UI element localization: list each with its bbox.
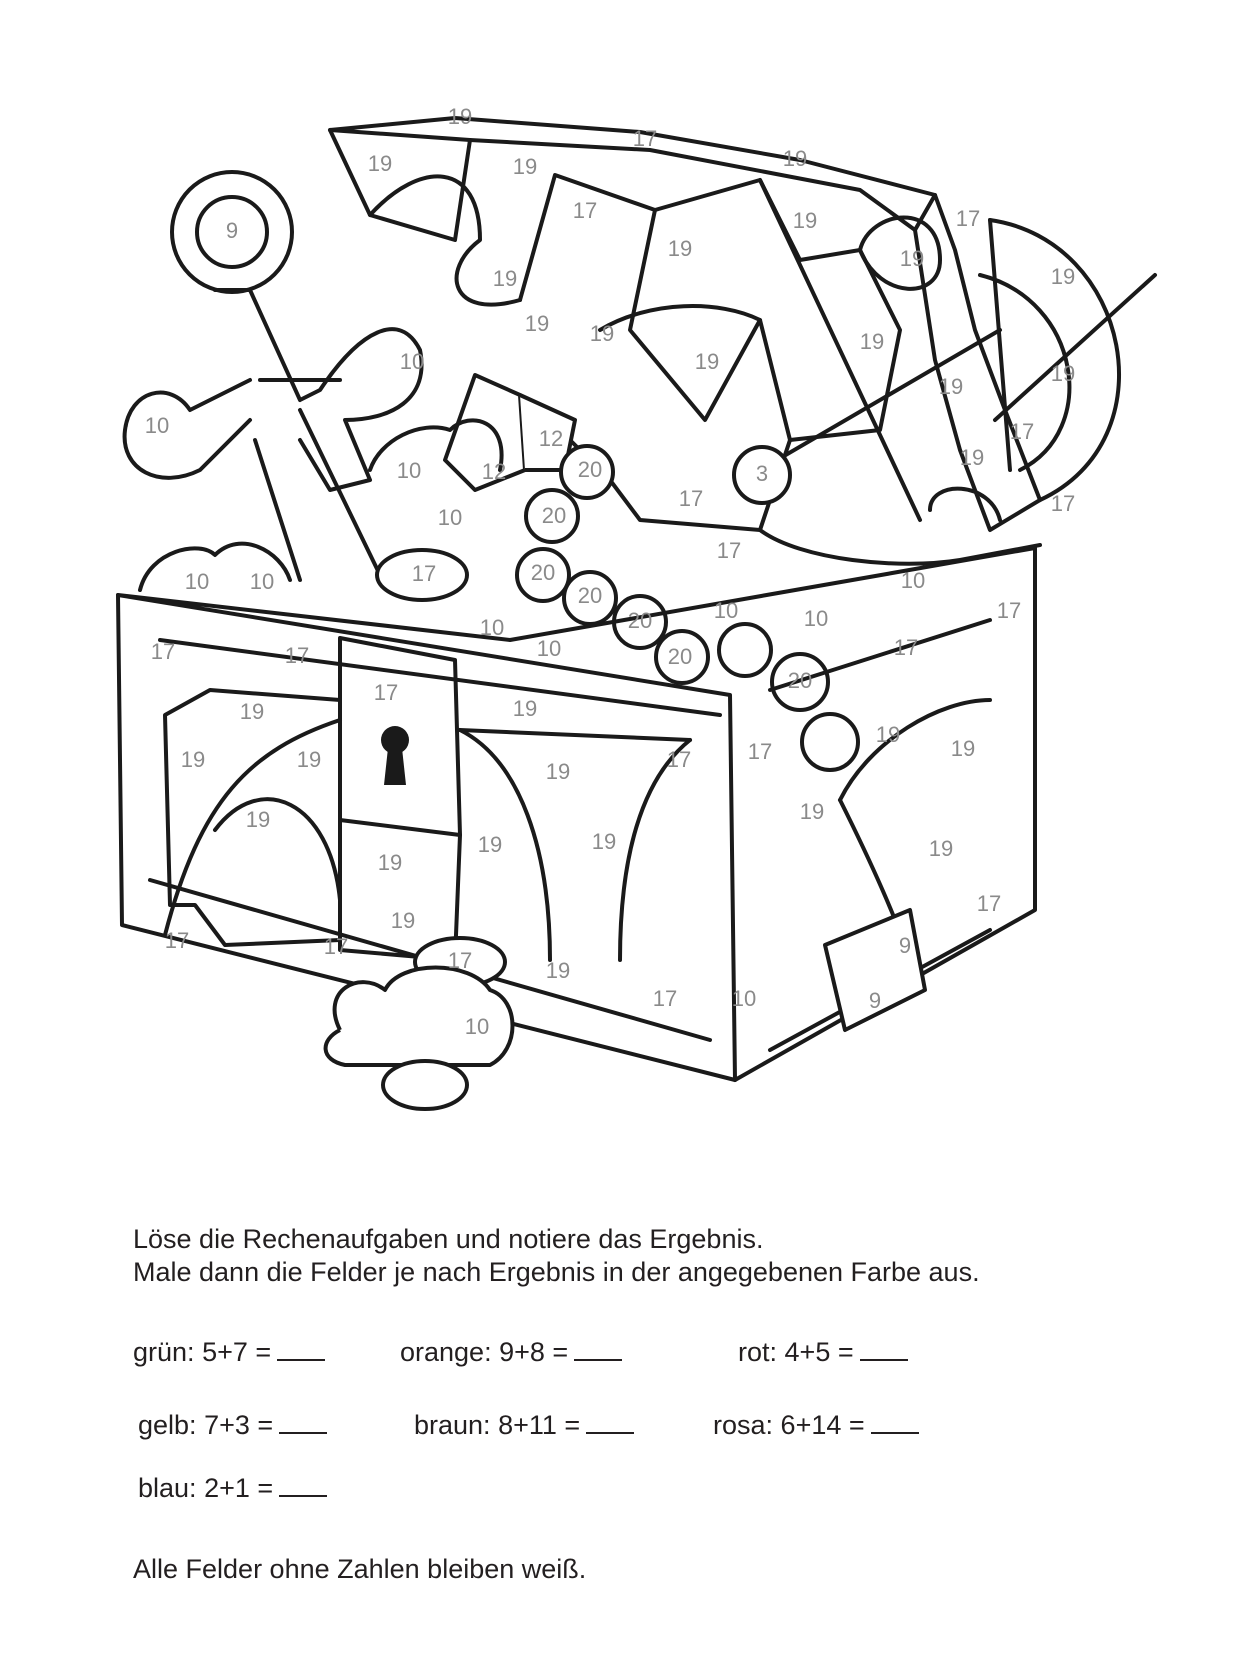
region-number: 19 xyxy=(899,245,925,271)
region-number: 19 xyxy=(390,907,416,933)
region-number: 17 xyxy=(976,890,1002,916)
task-expression: 4+5 = xyxy=(784,1337,854,1367)
region-number: 17 xyxy=(150,638,176,664)
task-color: grün: xyxy=(133,1337,195,1367)
region-number: 19 xyxy=(694,348,720,374)
region-number: 17 xyxy=(447,947,473,973)
region-number: 12 xyxy=(538,425,564,451)
task-orange xyxy=(400,1335,622,1369)
task-expression: 9+8 = xyxy=(499,1337,569,1367)
answer-blank[interactable] xyxy=(574,1339,622,1361)
region-number: 19 xyxy=(859,328,885,354)
region-number: 19 xyxy=(477,831,503,857)
task-expression: 8+11 = xyxy=(498,1410,581,1440)
region-number: 17 xyxy=(716,537,742,563)
region-number: 10 xyxy=(803,605,829,631)
task-gelb xyxy=(138,1408,327,1442)
region-number: 9 xyxy=(898,932,912,958)
answer-blank[interactable] xyxy=(279,1412,327,1434)
task-braun xyxy=(414,1408,634,1442)
region-number: 17 xyxy=(323,933,349,959)
region-number: 19 xyxy=(938,373,964,399)
region-number: 19 xyxy=(875,721,901,747)
region-number: 17 xyxy=(893,634,919,660)
region-number: 10 xyxy=(464,1013,490,1039)
region-number: 10 xyxy=(731,985,757,1011)
region-number: 10 xyxy=(396,457,422,483)
region-number: 19 xyxy=(296,746,322,772)
region-number: 19 xyxy=(367,150,393,176)
region-number: 19 xyxy=(545,758,571,784)
task-gruen xyxy=(133,1335,325,1369)
region-number: 17 xyxy=(996,597,1022,623)
task-expression: 6+14 = xyxy=(780,1410,865,1440)
answer-blank[interactable] xyxy=(871,1412,919,1434)
region-number: 19 xyxy=(239,698,265,724)
region-number: 17 xyxy=(632,125,658,151)
region-number: 19 xyxy=(950,735,976,761)
region-number: 20 xyxy=(627,607,653,633)
region-number: 19 xyxy=(524,310,550,336)
region-number: 19 xyxy=(447,103,473,129)
region-number: 19 xyxy=(512,695,538,721)
region-number: 20 xyxy=(577,456,603,482)
region-number: 19 xyxy=(512,153,538,179)
region-number: 19 xyxy=(928,835,954,861)
region-number: 19 xyxy=(545,957,571,983)
region-number: 10 xyxy=(900,567,926,593)
instruction-line-1: Löse die Rechenaufgaben und notiere das Ergebnis. xyxy=(133,1224,764,1254)
region-number: 17 xyxy=(411,560,437,586)
instruction-line-2: Male dann die Felder je nach Ergebnis in der angegebenen Farbe aus. xyxy=(133,1257,980,1287)
answer-blank[interactable] xyxy=(586,1412,634,1434)
region-number: 3 xyxy=(755,460,769,486)
task-color: orange: xyxy=(400,1337,492,1367)
task-blau xyxy=(138,1471,327,1505)
region-number: 10 xyxy=(184,568,210,594)
answer-blank[interactable] xyxy=(860,1339,908,1361)
region-number: 20 xyxy=(541,502,567,528)
region-number: 19 xyxy=(1050,263,1076,289)
region-number: 17 xyxy=(284,642,310,668)
task-rosa xyxy=(713,1408,919,1442)
region-number: 19 xyxy=(492,265,518,291)
region-number: 10 xyxy=(536,635,562,661)
region-number: 17 xyxy=(652,985,678,1011)
region-number: 20 xyxy=(667,643,693,669)
answer-blank[interactable] xyxy=(279,1475,327,1497)
region-number: 10 xyxy=(437,504,463,530)
task-color: rosa: xyxy=(713,1410,774,1440)
region-number: 9 xyxy=(868,987,882,1013)
region-number: 19 xyxy=(959,444,985,470)
region-number: 17 xyxy=(164,927,190,953)
region-number: 19 xyxy=(589,320,615,346)
region-number: 19 xyxy=(377,849,403,875)
region-number: 19 xyxy=(1050,360,1076,386)
region-number: 10 xyxy=(713,597,739,623)
region-number: 9 xyxy=(225,217,239,243)
region-number: 10 xyxy=(399,348,425,374)
region-number: 17 xyxy=(572,197,598,223)
task-color: braun: xyxy=(414,1410,491,1440)
region-number: 17 xyxy=(1050,490,1076,516)
region-number: 10 xyxy=(249,568,275,594)
region-number: 19 xyxy=(591,828,617,854)
region-number: 12 xyxy=(481,458,507,484)
region-number: 20 xyxy=(530,559,556,585)
footer-note: Alle Felder ohne Zahlen bleiben weiß. xyxy=(133,1554,587,1584)
region-number: 17 xyxy=(1009,418,1035,444)
region-number: 10 xyxy=(479,614,505,640)
region-number: 10 xyxy=(144,412,170,438)
task-expression: 2+1 = xyxy=(204,1473,274,1503)
region-number: 17 xyxy=(373,679,399,705)
region-number: 19 xyxy=(782,145,808,171)
region-number: 17 xyxy=(666,746,692,772)
region-number: 19 xyxy=(792,207,818,233)
task-color: gelb: xyxy=(138,1410,197,1440)
region-number: 19 xyxy=(245,806,271,832)
task-color: rot: xyxy=(738,1337,778,1367)
region-number: 17 xyxy=(747,738,773,764)
region-number: 20 xyxy=(577,582,603,608)
region-number: 17 xyxy=(678,485,704,511)
task-expression: 7+3 = xyxy=(204,1410,274,1440)
task-color: blau: xyxy=(138,1473,197,1503)
region-number: 19 xyxy=(799,798,825,824)
region-number: 17 xyxy=(955,205,981,231)
region-number: 20 xyxy=(787,667,813,693)
answer-blank[interactable] xyxy=(277,1339,325,1361)
region-number: 19 xyxy=(667,235,693,261)
task-expression: 5+7 = xyxy=(202,1337,272,1367)
region-number: 19 xyxy=(180,746,206,772)
task-rot xyxy=(738,1335,908,1369)
